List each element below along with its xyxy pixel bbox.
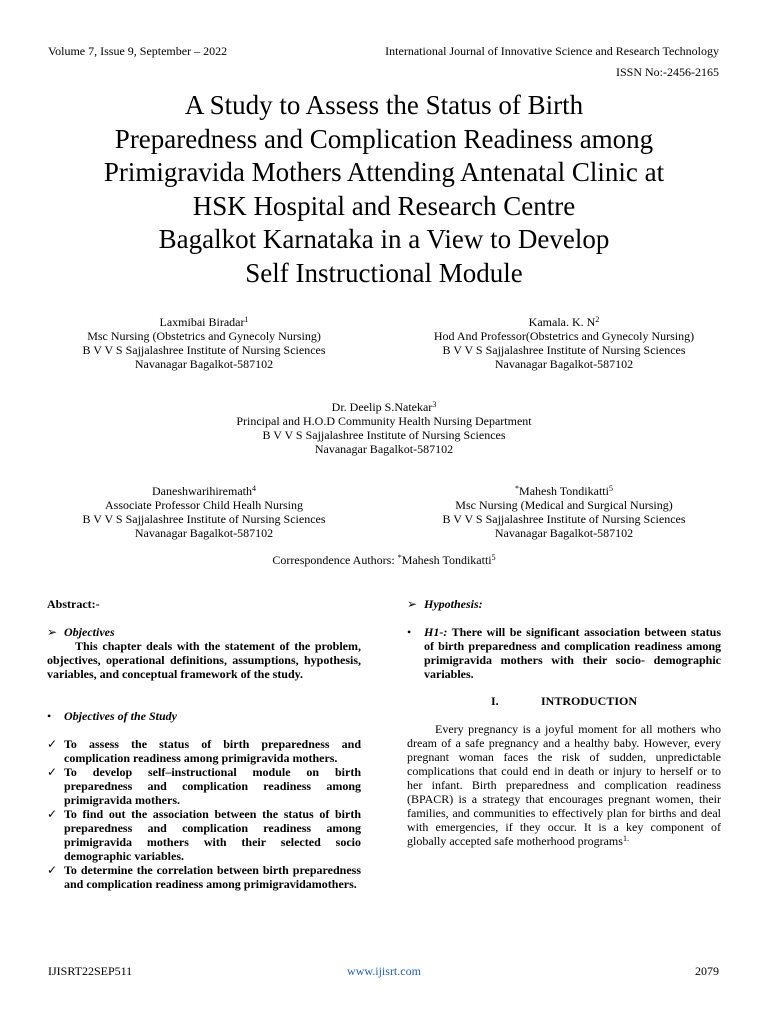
author-address: Navanagar Bagalkot-587102 [314, 442, 454, 456]
paper-code: IJISRT22SEP511 [48, 964, 133, 978]
objectives-of-study-heading: • Objectives of the Study [47, 709, 177, 723]
author-block-4 [44, 484, 364, 540]
title-line: Bagalkot Karnataka in a View to Develop [158, 224, 610, 254]
checkmark-icon: ✓ [47, 737, 58, 751]
arrow-bullet-icon: ➢ [407, 597, 418, 611]
author-role: Associate Professor Child Healh Nursing [105, 498, 303, 512]
title-line: Preparedness and Complication Readiness among [114, 123, 654, 154]
corresponding-mark: * [397, 553, 402, 562]
author-block-1 [44, 315, 364, 371]
list-item: ✓ To find out the association between the status of birth preparedness and complication readiness among primigravida mothers with their selected socio demographic variables. [47, 807, 361, 863]
title-line: Self Instructional Module [245, 257, 523, 288]
arrow-bullet-icon: ➢ [47, 625, 58, 639]
objectives-text: This chapter deals with the statement of the problem, objectives, operational definitions, assumptions, hypothesis, variables, and conceptual framework of the study. [47, 639, 361, 681]
journal-volume: Volume 7, Issue 9, September – 2022 [48, 44, 228, 58]
title-line: A Study to Assess the Status of Birth [184, 90, 584, 120]
correspondence-line [0, 553, 768, 568]
author-affiliation-number: 4 [251, 484, 256, 493]
checkmark-icon: ✓ [47, 863, 58, 877]
author-address: Navanagar Bagalkot-587102 [134, 357, 274, 371]
list-item: ✓ To assess the status of birth preparedness and complication readiness among primigravida mothers. [47, 737, 361, 765]
author-affiliation-number: 3 [432, 400, 437, 409]
dot-bullet-icon: • [407, 625, 412, 639]
checkmark-icon: ✓ [47, 765, 58, 779]
author-institution: B V V S Sajjalashree Institute of Nursing Sciences [82, 512, 326, 526]
dot-bullet-icon: • [47, 709, 52, 723]
journal-name: International Journal of Innovative Science and Research Technology [385, 44, 719, 58]
section-title: INTRODUCTION [540, 694, 637, 708]
author-address: Navanagar Bagalkot-587102 [494, 357, 634, 371]
author-name: Dr. Deelip S.Natekar [331, 400, 433, 414]
checkmark-icon: ✓ [47, 807, 58, 821]
journal-issn: ISSN No:-2456-2165 [615, 65, 719, 79]
author-institution: B V V S Sajjalashree Institute of Nursing Sciences [442, 343, 686, 357]
title-line: HSK Hospital and Research Centre [192, 190, 576, 221]
list-item: ✓ To determine the correlation between birth preparedness and complication readiness among primigravidamothers. [47, 863, 361, 891]
hypothesis-heading: ➢ Hypothesis: [407, 597, 483, 611]
author-name: Daneshwarihiremath [152, 484, 252, 498]
author-institution: B V V S Sajjalashree Institute of Nursing Sciences [442, 512, 686, 526]
author-role: Principal and H.O.D Community Health Nursing Department [236, 414, 532, 428]
author-block-3 [184, 400, 584, 456]
title-line: Primigravida Mothers Attending Antenatal Clinic at [103, 157, 665, 187]
correspondence-label: Correspondence Authors: [272, 553, 398, 567]
author-address: Navanagar Bagalkot-587102 [134, 526, 274, 540]
paper-title [40, 89, 728, 290]
abstract-heading: Abstract:- [47, 597, 100, 611]
introduction-text: Every pregnancy is a joyful moment for all mothers who dream of a safe pregnancy and a healthy baby. However, every pregnant woman faces the risk of sudden, unpredictable complications that could end in death or injury to herself or to her infant. Birth preparedness and complication readiness (BPACR) is a strategy that encourages pregnant women, their families, and communities to effectively plan for births and deal with emergencies, if they occur. It is a key component of globally accepted safe motherhood programs$^{1.}$ [407, 722, 721, 848]
author-role: Hod And Professor(Obstetrics and Gynecoly Nursing) [433, 329, 695, 343]
journal-url-link[interactable]: www.ijisrt.com [347, 964, 421, 978]
author-affiliation-number: 5 [608, 484, 613, 493]
author-name: Kamala. K. N [528, 315, 596, 329]
hypothesis-h1 [407, 625, 721, 681]
author-name: Laxmibai Biradar [159, 315, 245, 329]
author-affiliation-number: 5 [491, 553, 496, 562]
author-block-5 [404, 484, 724, 540]
author-institution: B V V S Sajjalashree Institute of Nursing Sciences [262, 428, 506, 442]
author-role: Msc Nursing (Obstetrics and Gynecoly Nursing) [87, 329, 321, 343]
list-item: ✓ To develop self–instructional module on birth preparedness and complication readiness among primigravida mothers. [47, 765, 361, 807]
corresponding-mark: * [515, 484, 520, 493]
correspondence-name: Mahesh Tondikatti [401, 553, 492, 567]
author-name: Mahesh Tondikatti [519, 484, 609, 498]
author-block-2 [404, 315, 724, 371]
objectives-checklist [47, 737, 361, 891]
section-number: I. [490, 694, 499, 708]
citation-number: 1. [622, 834, 629, 843]
hypothesis-text: There will be significant association between status of birth preparedness and complication readiness among primigravida mothers with their socio- demographic variables. [424, 625, 721, 681]
author-address: Navanagar Bagalkot-587102 [494, 526, 634, 540]
page-number: 2079 [695, 964, 719, 978]
introduction-heading [407, 694, 721, 708]
author-institution: B V V S Sajjalashree Institute of Nursing Sciences [82, 343, 326, 357]
author-affiliation-number: 2 [595, 315, 600, 324]
hypothesis-label: H1-: [424, 625, 448, 639]
author-role: Msc Nursing (Medical and Surgical Nursing) [455, 498, 673, 512]
objectives-heading: ➢ Objectives [47, 625, 115, 639]
author-affiliation-number: 1 [244, 315, 249, 324]
